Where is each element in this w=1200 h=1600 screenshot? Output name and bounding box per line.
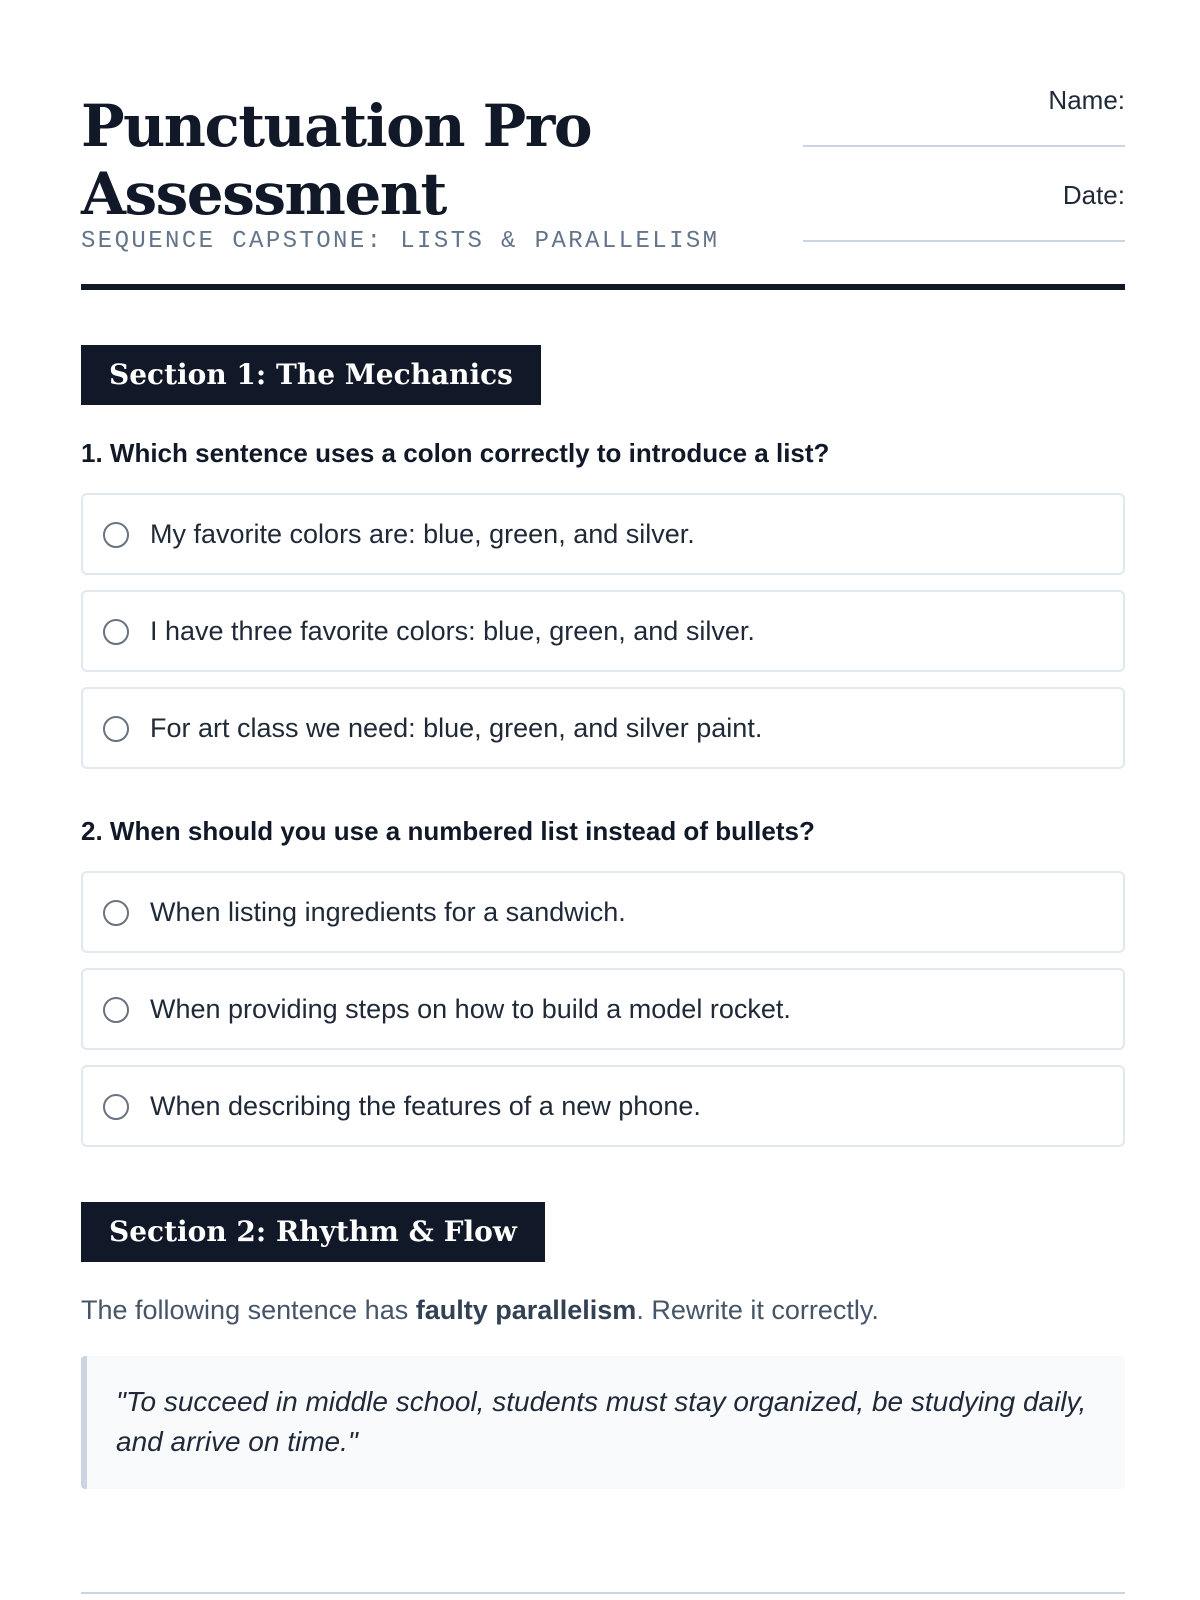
date-label: Date: [1062, 180, 1125, 210]
question-2-prompt: 2. When should you use a numbered list instead of bullets? [81, 816, 815, 846]
question-2-option-a[interactable] [81, 871, 1125, 953]
radio-button[interactable] [103, 716, 129, 742]
date-field[interactable] [803, 180, 1125, 242]
worksheet-page [81, 0, 1125, 1600]
question-1-option-a[interactable] [81, 493, 1125, 575]
worksheet-header [81, 0, 1125, 292]
title-line-2: Assessment [81, 160, 446, 228]
radio-button[interactable] [103, 1094, 129, 1120]
option-label: I have three favorite colors: blue, green, and silver. [150, 616, 755, 646]
section-1-heading: Section 1: The Mechanics [81, 345, 541, 405]
title-line-1: Punctuation Pro [81, 92, 592, 160]
question-1-prompt: 1. Which sentence uses a colon correctly to introduce a list? [81, 438, 830, 468]
header-divider [81, 284, 1125, 290]
name-field[interactable] [803, 85, 1125, 147]
page-subtitle: SEQUENCE CAPSTONE: LISTS & PARALLELISM [81, 228, 720, 255]
radio-button[interactable] [103, 997, 129, 1023]
option-label: When providing steps on how to build a model rocket. [150, 994, 791, 1024]
option-label: For art class we need: blue, green, and silver paint. [150, 713, 763, 743]
instructions-text: The following sentence has [81, 1295, 416, 1325]
faulty-sentence-quote [81, 1356, 1125, 1489]
radio-button[interactable] [103, 522, 129, 548]
instructions-emphasis: faulty parallelism [415, 1295, 637, 1325]
name-label: Name: [1048, 85, 1125, 115]
section-2-instructions [81, 1293, 879, 1327]
instructions-text-end: . Rewrite it correctly. [636, 1295, 879, 1325]
section-2-heading: Section 2: Rhythm & Flow [81, 1202, 545, 1262]
radio-button[interactable] [103, 619, 129, 645]
option-label: My favorite colors are: blue, green, and silver. [150, 519, 695, 549]
quote-text: "To succeed in middle school, students must stay organized, be studying daily, and arrive on time." [116, 1386, 1087, 1457]
option-label: When describing the features of a new phone. [150, 1091, 701, 1121]
question-2-option-c[interactable] [81, 1065, 1125, 1147]
answer-line[interactable] [81, 1592, 1125, 1594]
question-1-option-b[interactable] [81, 590, 1125, 672]
question-1-option-c[interactable] [81, 687, 1125, 769]
question-2-option-b[interactable] [81, 968, 1125, 1050]
radio-button[interactable] [103, 900, 129, 926]
option-label: When listing ingredients for a sandwich. [150, 897, 626, 927]
page-title [81, 92, 781, 228]
